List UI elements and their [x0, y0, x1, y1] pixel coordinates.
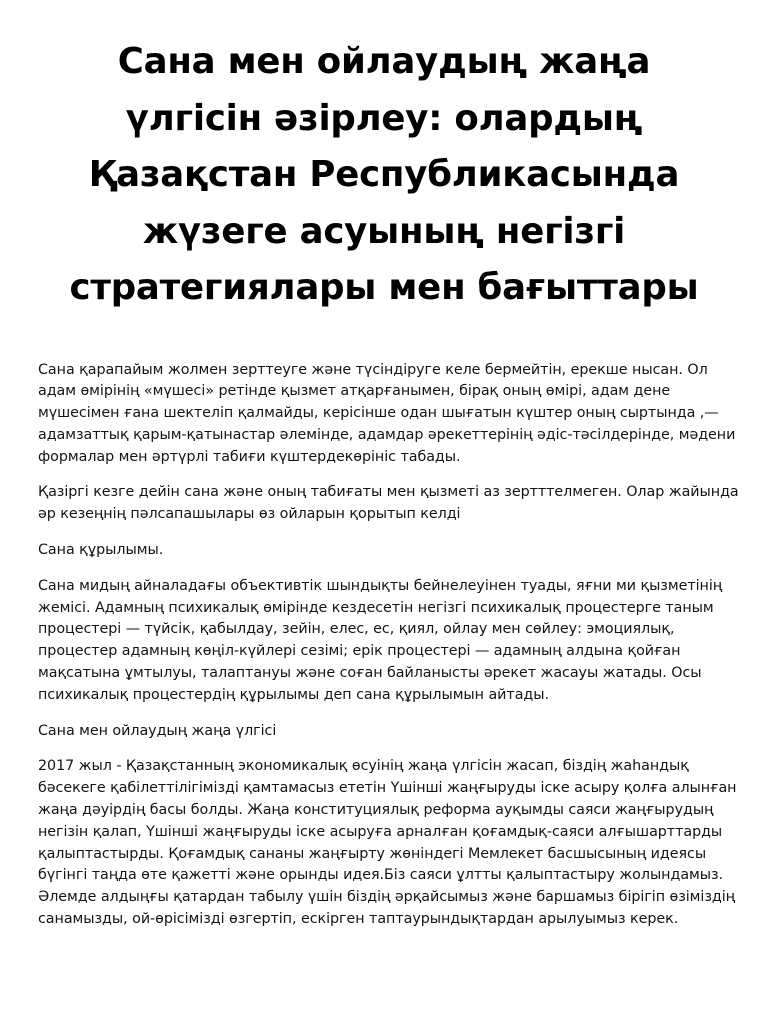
- title-line: Қазақстан Республикасында: [88, 154, 680, 195]
- text-line: әр кезеңнің пәлсапашылары өз ойларын қорытып келді: [38, 506, 461, 523]
- title-line: үлгісін әзірлеу: олардың: [125, 97, 643, 139]
- text-line: санамызды, ой-өрісімізді өзгертіп, ескірген таптаурындықтардан арылуымыз керек.: [38, 911, 679, 928]
- section-heading-structure: [38, 540, 730, 562]
- paragraph-intro: [38, 360, 736, 469]
- paragraph-2017: [38, 756, 737, 930]
- paragraph-research: [38, 482, 739, 526]
- title-line: стратегиялары мен бағыттары: [69, 267, 699, 308]
- title-line: Сана мен ойлаудың жаңа: [117, 41, 651, 82]
- text-line: мақсатына ұмтылуы, талаптануы және соған байланысты әрекет жасауы жатады. Осы: [38, 665, 702, 682]
- text-line: Сана қарапайым жолмен зерттеуге және түсіндіруге келе бермейтін, ерекше нысан. Ол: [38, 361, 708, 378]
- text-line: Сана мен ойлаудың жаңа үлгісі: [38, 722, 277, 739]
- text-line: процестер адамның көңіл-күйлері сезімі; ерік процестері — адамның алдына қойған: [38, 643, 681, 660]
- text-line: Қазіргі кезге дейін сана және оның табиғаты мен қызметі аз зертттелмеген. Олар жайында: [38, 484, 739, 501]
- text-line: бүгінгі таңда өте қажетті және орынды идея.Біз саяси ұлтты қалыптастыру жолындамыз.: [38, 867, 724, 884]
- text-line: 2017 жыл - Қазақстанның экономикалық өсуінің жаңа үлгісін жасап, біздің жаһандық: [38, 758, 689, 775]
- text-line: процестері — түйсік, қабылдау, зейін, елес, ес, қиял, ойлау мен сөйлеу: эмоциялық,: [38, 621, 675, 638]
- text-line: формалар мен әртүрлі табиғи күштердекөрініс табады.: [38, 448, 461, 465]
- text-line: адам өмірінің «мүшесі» ретінде қызмет атқарғанымен, бірақ оның өмірі, адам дене: [38, 383, 671, 400]
- section-heading-new-model: [38, 721, 730, 743]
- document-title: [38, 0, 730, 317]
- text-line: психикалық процестердің құрылымы деп сана құрылымын айтады.: [38, 686, 549, 703]
- text-line: Сана құрылымы.: [38, 542, 164, 559]
- text-line: адамзаттық қарым-қатынастар әлемінде, адамдар әрекеттерінің әдіс-тәсілдерінде, мәдени: [38, 426, 736, 443]
- document-body: [38, 360, 739, 931]
- text-line: бәсекеге қабілеттілігімізді қамтамасыз ететін Үшінші жаңғыруды іске асыру қолға алынған: [38, 780, 737, 797]
- text-line: жемісі. Адамның психикалық өмірінде кездесетін негізгі психикалық процестерге таным: [38, 599, 714, 616]
- text-line: Әлемде алдыңғы қатардан табылу үшін біздің әрқайсымыз және баршамыз бірігіп өзіміздің: [38, 889, 736, 906]
- text-line: негізін қалап, Үшінші жаңғыруды іске асыруға арналған қоғамдық-саяси алғышарттарды: [38, 823, 723, 840]
- paragraph-structure: [38, 576, 730, 707]
- text-line: мүшесімен ғана шектеліп қалмайды, керісінше одан шығатын күштер оның сыртында ,—: [38, 405, 719, 422]
- text-line: жаңа дәуірдің басы болды. Жаңа конституциялық реформа ауқымды саяси жаңғырудың: [38, 802, 714, 819]
- text-line: Сана мидың айналадағы объективтік шындықты бейнелеуінен туады, яғни ми қызметінің: [38, 577, 723, 594]
- text-line: қалыптастырды. Қоғамдық сананы жаңғырту жөніндегі Мемлекет басшысының идеясы: [38, 845, 707, 862]
- title-line: жүзеге асуының негізгі: [142, 210, 626, 252]
